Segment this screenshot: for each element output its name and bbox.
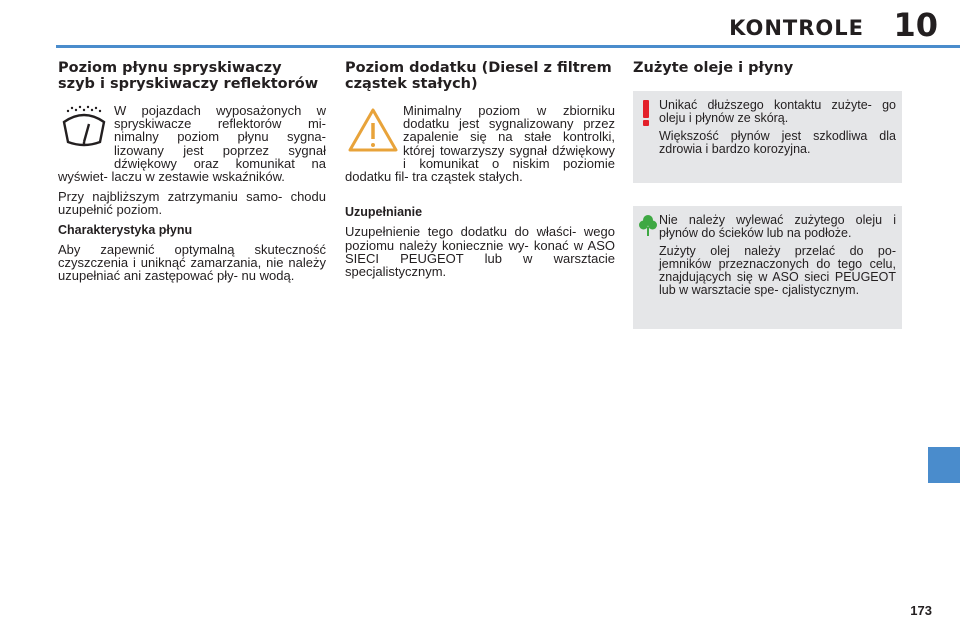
eco-para-1: Nie należy wylewać zużytego oleju i płynów do ścieków lub na podłoże.	[659, 213, 896, 240]
title-line: Poziom płynu spryskiwaczy	[58, 60, 282, 76]
section-title-oils: Zużyte oleje i płyny	[633, 60, 794, 76]
caution-para-2: Większość płynów jest szkodliwa dla zdrowia i bardzo korozyjna.	[659, 129, 896, 156]
additive-para-1: Minimalny poziom w zbiorniku dodatku jest sygnalizowany przez zapalenie się na stałe kontrolki, której towarzyszy sygnał dźwiękowy i komunikat o niskim poziomie dodatku fil- tra cząstek stałych.	[345, 103, 615, 185]
chapter-side-tab	[928, 447, 960, 483]
washer-subhead: Charakterystyka płynu	[58, 222, 193, 237]
washer-para-1: W pojazdach wyposażonych w spryskiwacze reflektorów mi- nimalny poziom płynu sygna- lizowany jest poprzez sygnał dźwiękowy oraz komunikat na wyświet- laczu w zestawie wskaźników.	[58, 103, 326, 185]
washer-para-3: Aby zapewnić optymalną skuteczność czyszczenia i uniknąć zamarzania, nie należy uzupełniać ani zastępować pły- nu wodą.	[58, 241, 326, 284]
warning-triangle-icon	[345, 102, 403, 168]
column-additive	[345, 60, 615, 285]
header-rule	[56, 45, 960, 48]
washer-text-block	[58, 104, 326, 282]
tree-icon	[639, 214, 657, 238]
title-line: szyb i spryskiwaczy reflektorów	[58, 76, 319, 92]
caution-para-1: Unikać dłuższego kontaktu zużyte- go oleju i płynów ze skórą.	[659, 98, 896, 125]
title-line: cząstek stałych)	[345, 76, 478, 92]
additive-subhead: Uzupełnianie	[345, 205, 423, 220]
eco-para-2: Zużyty olej należy przelać do po- jemników przeznaczonych do tego celu, znajdujących się w ASO sieci PEUGEOT lub w warsztacie spe- cjalistycznym.	[659, 244, 896, 297]
column-washer-fluid	[58, 60, 326, 289]
windscreen-washer-icon	[58, 102, 114, 168]
chapter-number: 10	[893, 6, 938, 44]
page-number: 173	[910, 603, 932, 618]
section-title-additive	[345, 60, 615, 92]
additive-para-2: Uzupełnienie tego dodatku do właści- wego poziomu należy koniecznie wy- konać w ASO SIECI PEUGEOT lub w warsztacie specjalistycznym.	[345, 224, 615, 280]
caution-box	[633, 91, 902, 183]
section-title-washer	[58, 60, 326, 92]
eco-box	[633, 206, 902, 329]
additive-text-block	[345, 104, 615, 278]
column-used-oils	[633, 60, 903, 76]
washer-para-2: Przy najbliższym zatrzymaniu samo- chodu uzupełnić poziom.	[58, 189, 326, 218]
exclamation-icon	[639, 99, 653, 127]
title-line: Poziom dodatku (Diesel z filtrem	[345, 60, 612, 76]
chapter-title: KONTROLE	[729, 16, 864, 40]
